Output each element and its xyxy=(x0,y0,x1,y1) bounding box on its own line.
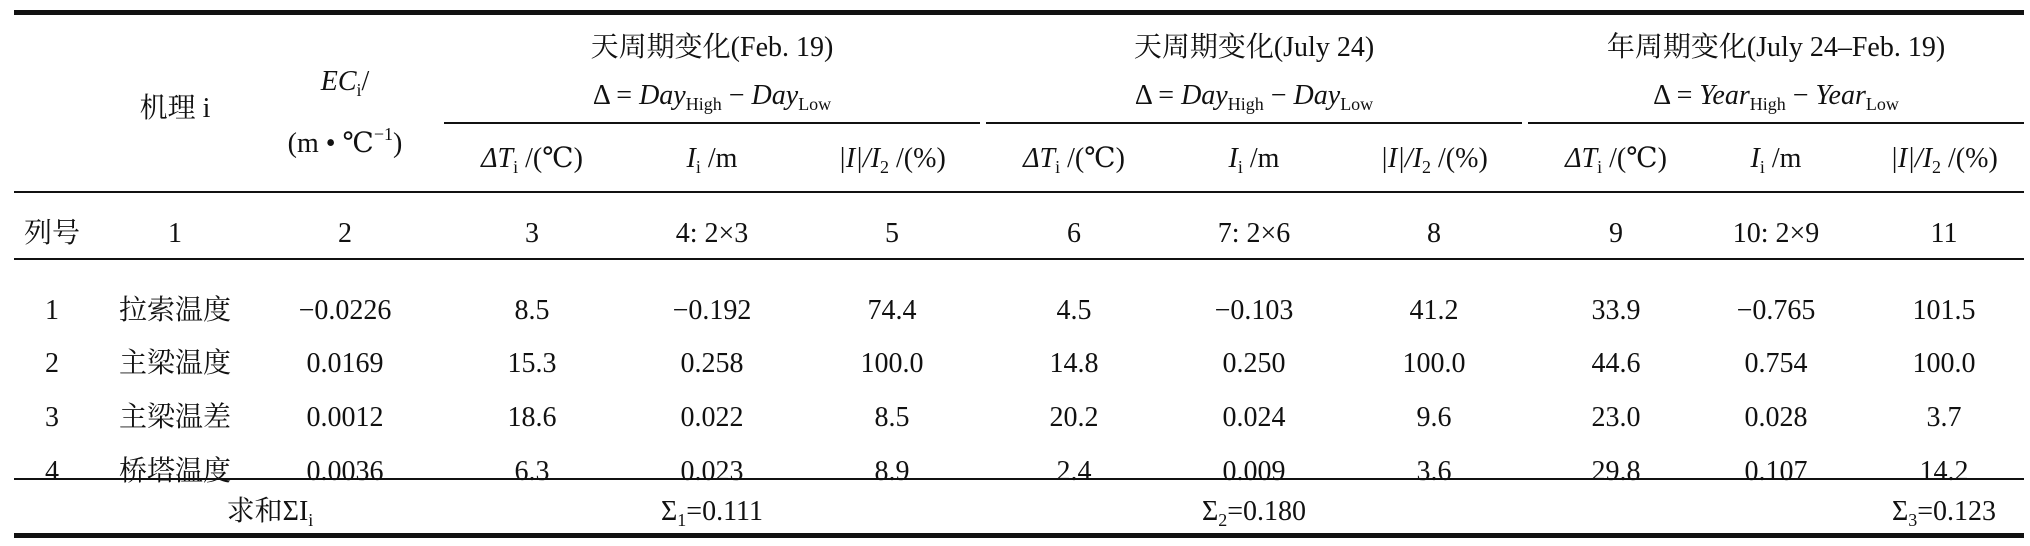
formula-minus: − xyxy=(1263,80,1294,111)
subheader-g3-3 xyxy=(1890,143,1998,183)
unit: /(℃) xyxy=(1060,143,1125,174)
table-cell-r3-c4: 0.022 xyxy=(680,402,744,433)
table-cell-r3-c3: 18.6 xyxy=(507,402,557,433)
table-cell-r3-c8: 9.6 xyxy=(1416,402,1452,433)
delta-t-symbol: ΔT xyxy=(481,143,514,174)
sum-label xyxy=(227,496,314,536)
mechanism-header xyxy=(140,93,211,125)
column-number-6: 6 xyxy=(1067,218,1081,249)
table-cell-r2-c3: 15.3 xyxy=(507,348,557,379)
formula-a-sub: High xyxy=(685,94,722,114)
sum-2-value: =0.180 xyxy=(1227,496,1307,527)
table-cell-r1-c10: −0.765 xyxy=(1736,295,1816,326)
table-cell-r4-c5: 8.9 xyxy=(874,456,910,487)
subheader-g1-1 xyxy=(481,143,583,183)
column-number-2: 2 xyxy=(338,218,352,249)
table-cell-r4-c3: 6.3 xyxy=(514,456,550,487)
sum-3-value: =0.123 xyxy=(1917,496,1997,527)
unit: /(%) xyxy=(889,143,946,174)
table-cell-r1-c7: −0.103 xyxy=(1214,295,1294,326)
subheader-g1-2 xyxy=(687,143,738,183)
influence-symbol: I xyxy=(1750,143,1760,174)
unit: /m xyxy=(700,143,738,174)
table-cell-r4-c0: 4 xyxy=(45,456,59,487)
column-number-4: 4: 2×3 xyxy=(675,218,749,249)
ec-unit-close: ) xyxy=(393,128,403,159)
ec-header-symbol: EC xyxy=(320,66,357,97)
table-cell-r4-c4: 0.023 xyxy=(680,456,744,487)
table-cell-r2-c7: 0.250 xyxy=(1222,348,1286,379)
table-cell-r2-c4: 0.258 xyxy=(680,348,744,379)
sum-label-text: 求和ΣI xyxy=(226,496,309,527)
mechanism-header-label: 机理 i xyxy=(139,93,211,124)
table-cell-r4-c6: 2.4 xyxy=(1056,456,1092,487)
ec-header-slash: / xyxy=(361,66,370,97)
subheader-g2-2 xyxy=(1229,143,1280,183)
table-cell-r1-c6: 4.5 xyxy=(1056,295,1092,326)
column-number-10: 10: 2×9 xyxy=(1732,218,1820,249)
table-cell-r2-c0: 2 xyxy=(45,348,59,379)
sum-1-subscript: 1 xyxy=(677,510,687,530)
subscript-i: i xyxy=(1597,157,1603,177)
ratio-symbol: |I|/I xyxy=(1380,143,1423,174)
unit: /(℃) xyxy=(1602,143,1667,174)
sum-3 xyxy=(1892,496,1996,536)
ec-unit xyxy=(288,118,403,160)
table-cell-r3-c6: 20.2 xyxy=(1049,402,1099,433)
table-cell-r2-c11: 100.0 xyxy=(1912,348,1976,379)
table-cell-r2-c8: 100.0 xyxy=(1402,348,1466,379)
column-number-1: 1 xyxy=(168,218,182,249)
sum-1-value: =0.111 xyxy=(686,496,764,527)
ratio-symbol: |I|/I xyxy=(1890,143,1933,174)
table-cell-r3-c0: 3 xyxy=(45,402,59,433)
table-cell-r1-c8: 41.2 xyxy=(1409,295,1459,326)
subheader-g2-3 xyxy=(1380,143,1488,183)
subscript-i: i xyxy=(513,157,519,177)
table-cell-r3-c1: 主梁温差 xyxy=(118,402,232,433)
column-number-9: 9 xyxy=(1609,218,1623,249)
ec-unit-open: (m • ℃ xyxy=(287,128,374,159)
sum-3-symbol: Σ xyxy=(1891,496,1909,527)
group-title-1: 天周期变化(Feb. 19) xyxy=(590,32,834,63)
group-formula-2 xyxy=(1135,80,1373,120)
bottom-rule xyxy=(14,533,2024,538)
formula-a-sub: High xyxy=(1227,94,1264,114)
table-cell-r1-c1: 拉索温度 xyxy=(118,295,232,326)
formula-minus: − xyxy=(1785,80,1816,111)
table-cell-r2-c1: 主梁温度 xyxy=(118,348,232,379)
formula-a: Day xyxy=(1181,80,1228,111)
subscript-i: i xyxy=(1237,157,1243,177)
formula-a: Day xyxy=(639,80,686,111)
group-rule-1 xyxy=(444,122,980,124)
column-number-7: 7: 2×6 xyxy=(1217,218,1291,249)
table-cell-r4-c7: 0.009 xyxy=(1222,456,1286,487)
formula-b-sub: Low xyxy=(1340,94,1374,114)
subscript-2: 2 xyxy=(880,157,890,177)
group-formula-1 xyxy=(593,80,831,120)
column-number-3: 3 xyxy=(525,218,539,249)
formula-a: Year xyxy=(1699,80,1750,111)
table-cell-r3-c9: 23.0 xyxy=(1591,402,1641,433)
delta-symbol: Δ = xyxy=(592,80,640,111)
group-rule-2 xyxy=(986,122,1522,124)
sum-2-symbol: Σ xyxy=(1201,496,1219,527)
subscript-2: 2 xyxy=(1422,157,1432,177)
group-title-3: 年周期变化(July 24–Feb. 19) xyxy=(1606,32,1946,63)
unit: /(%) xyxy=(1941,143,1998,174)
delta-symbol: Δ = xyxy=(1653,80,1700,111)
sum-1 xyxy=(661,496,763,536)
table-cell-r2-c6: 14.8 xyxy=(1049,348,1099,379)
subscript-2: 2 xyxy=(1932,157,1942,177)
unit: /(%) xyxy=(1431,143,1488,174)
column-number-5: 5 xyxy=(885,218,899,249)
group-formula-3 xyxy=(1653,80,1899,120)
table-cell-r1-c3: 8.5 xyxy=(514,295,550,326)
delta-t-symbol: ΔT xyxy=(1565,143,1598,174)
table-cell-r2-c9: 44.6 xyxy=(1591,348,1641,379)
column-number-rule xyxy=(14,258,2024,260)
header-bottom-rule xyxy=(14,191,2024,193)
table-cell-r4-c1: 桥塔温度 xyxy=(118,456,232,487)
unit: /m xyxy=(1764,143,1802,174)
table-cell-r4-c8: 3.6 xyxy=(1416,456,1452,487)
subheader-g2-1 xyxy=(1023,143,1125,183)
group-title-2: 天周期变化(July 24) xyxy=(1133,32,1375,63)
unit: /m xyxy=(1242,143,1280,174)
subheader-g1-3 xyxy=(838,143,946,183)
group-rule-3 xyxy=(1528,122,2024,124)
ec-header-subscript: i xyxy=(356,80,362,100)
influence-symbol: I xyxy=(1228,143,1238,174)
table-cell-r2-c5: 100.0 xyxy=(860,348,924,379)
table-cell-r4-c2: 0.0036 xyxy=(306,456,384,487)
table-cell-r1-c5: 74.4 xyxy=(867,295,917,326)
formula-b: Year xyxy=(1815,80,1866,111)
formula-b: Day xyxy=(751,80,799,111)
subheader-g3-2 xyxy=(1751,143,1802,183)
table-cell-r3-c5: 8.5 xyxy=(874,402,910,433)
top-rule xyxy=(14,10,2024,15)
sum-2 xyxy=(1202,496,1306,536)
table-cell-r3-c2: 0.0012 xyxy=(306,402,384,433)
formula-minus: − xyxy=(721,80,752,111)
sum-label-subscript: i xyxy=(308,510,314,530)
table-cell-r2-c2: 0.0169 xyxy=(306,348,384,379)
table-cell-r4-c11: 14.2 xyxy=(1919,456,1969,487)
subscript-i: i xyxy=(1759,157,1765,177)
table-cell-r1-c2: −0.0226 xyxy=(298,295,392,326)
table-cell-r1-c0: 1 xyxy=(45,295,59,326)
subheader-g3-1 xyxy=(1565,143,1667,183)
subscript-i: i xyxy=(695,157,701,177)
column-number-11: 11 xyxy=(1930,218,1958,249)
table-cell-r2-c10: 0.754 xyxy=(1744,348,1808,379)
ratio-symbol: |I|/I xyxy=(838,143,881,174)
column-number-8: 8 xyxy=(1427,218,1441,249)
table-cell-r3-c10: 0.028 xyxy=(1744,402,1808,433)
formula-b: Day xyxy=(1293,80,1341,111)
sum-2-subscript: 2 xyxy=(1218,510,1228,530)
ec-header xyxy=(321,66,370,106)
sum-3-subscript: 3 xyxy=(1908,510,1918,530)
influence-symbol: I xyxy=(686,143,696,174)
subscript-i: i xyxy=(1055,157,1061,177)
sum-1-symbol: Σ xyxy=(660,496,678,527)
column-number-0: 列号 xyxy=(23,218,81,249)
table-cell-r3-c11: 3.7 xyxy=(1926,402,1962,433)
ec-unit-exponent: −1 xyxy=(373,124,394,144)
table-cell-r1-c11: 101.5 xyxy=(1912,295,1976,326)
table-cell-r4-c9: 29.8 xyxy=(1591,456,1641,487)
formula-b-sub: Low xyxy=(1865,94,1899,114)
unit: /(℃) xyxy=(518,143,583,174)
formula-b-sub: Low xyxy=(798,94,832,114)
table-cell-r3-c7: 0.024 xyxy=(1222,402,1286,433)
delta-symbol: Δ = xyxy=(1134,80,1182,111)
table-cell-r4-c10: 0.107 xyxy=(1744,456,1808,487)
formula-a-sub: High xyxy=(1749,94,1786,114)
table-cell-r1-c4: −0.192 xyxy=(672,295,752,326)
delta-t-symbol: ΔT xyxy=(1023,143,1056,174)
table-cell-r1-c9: 33.9 xyxy=(1591,295,1641,326)
